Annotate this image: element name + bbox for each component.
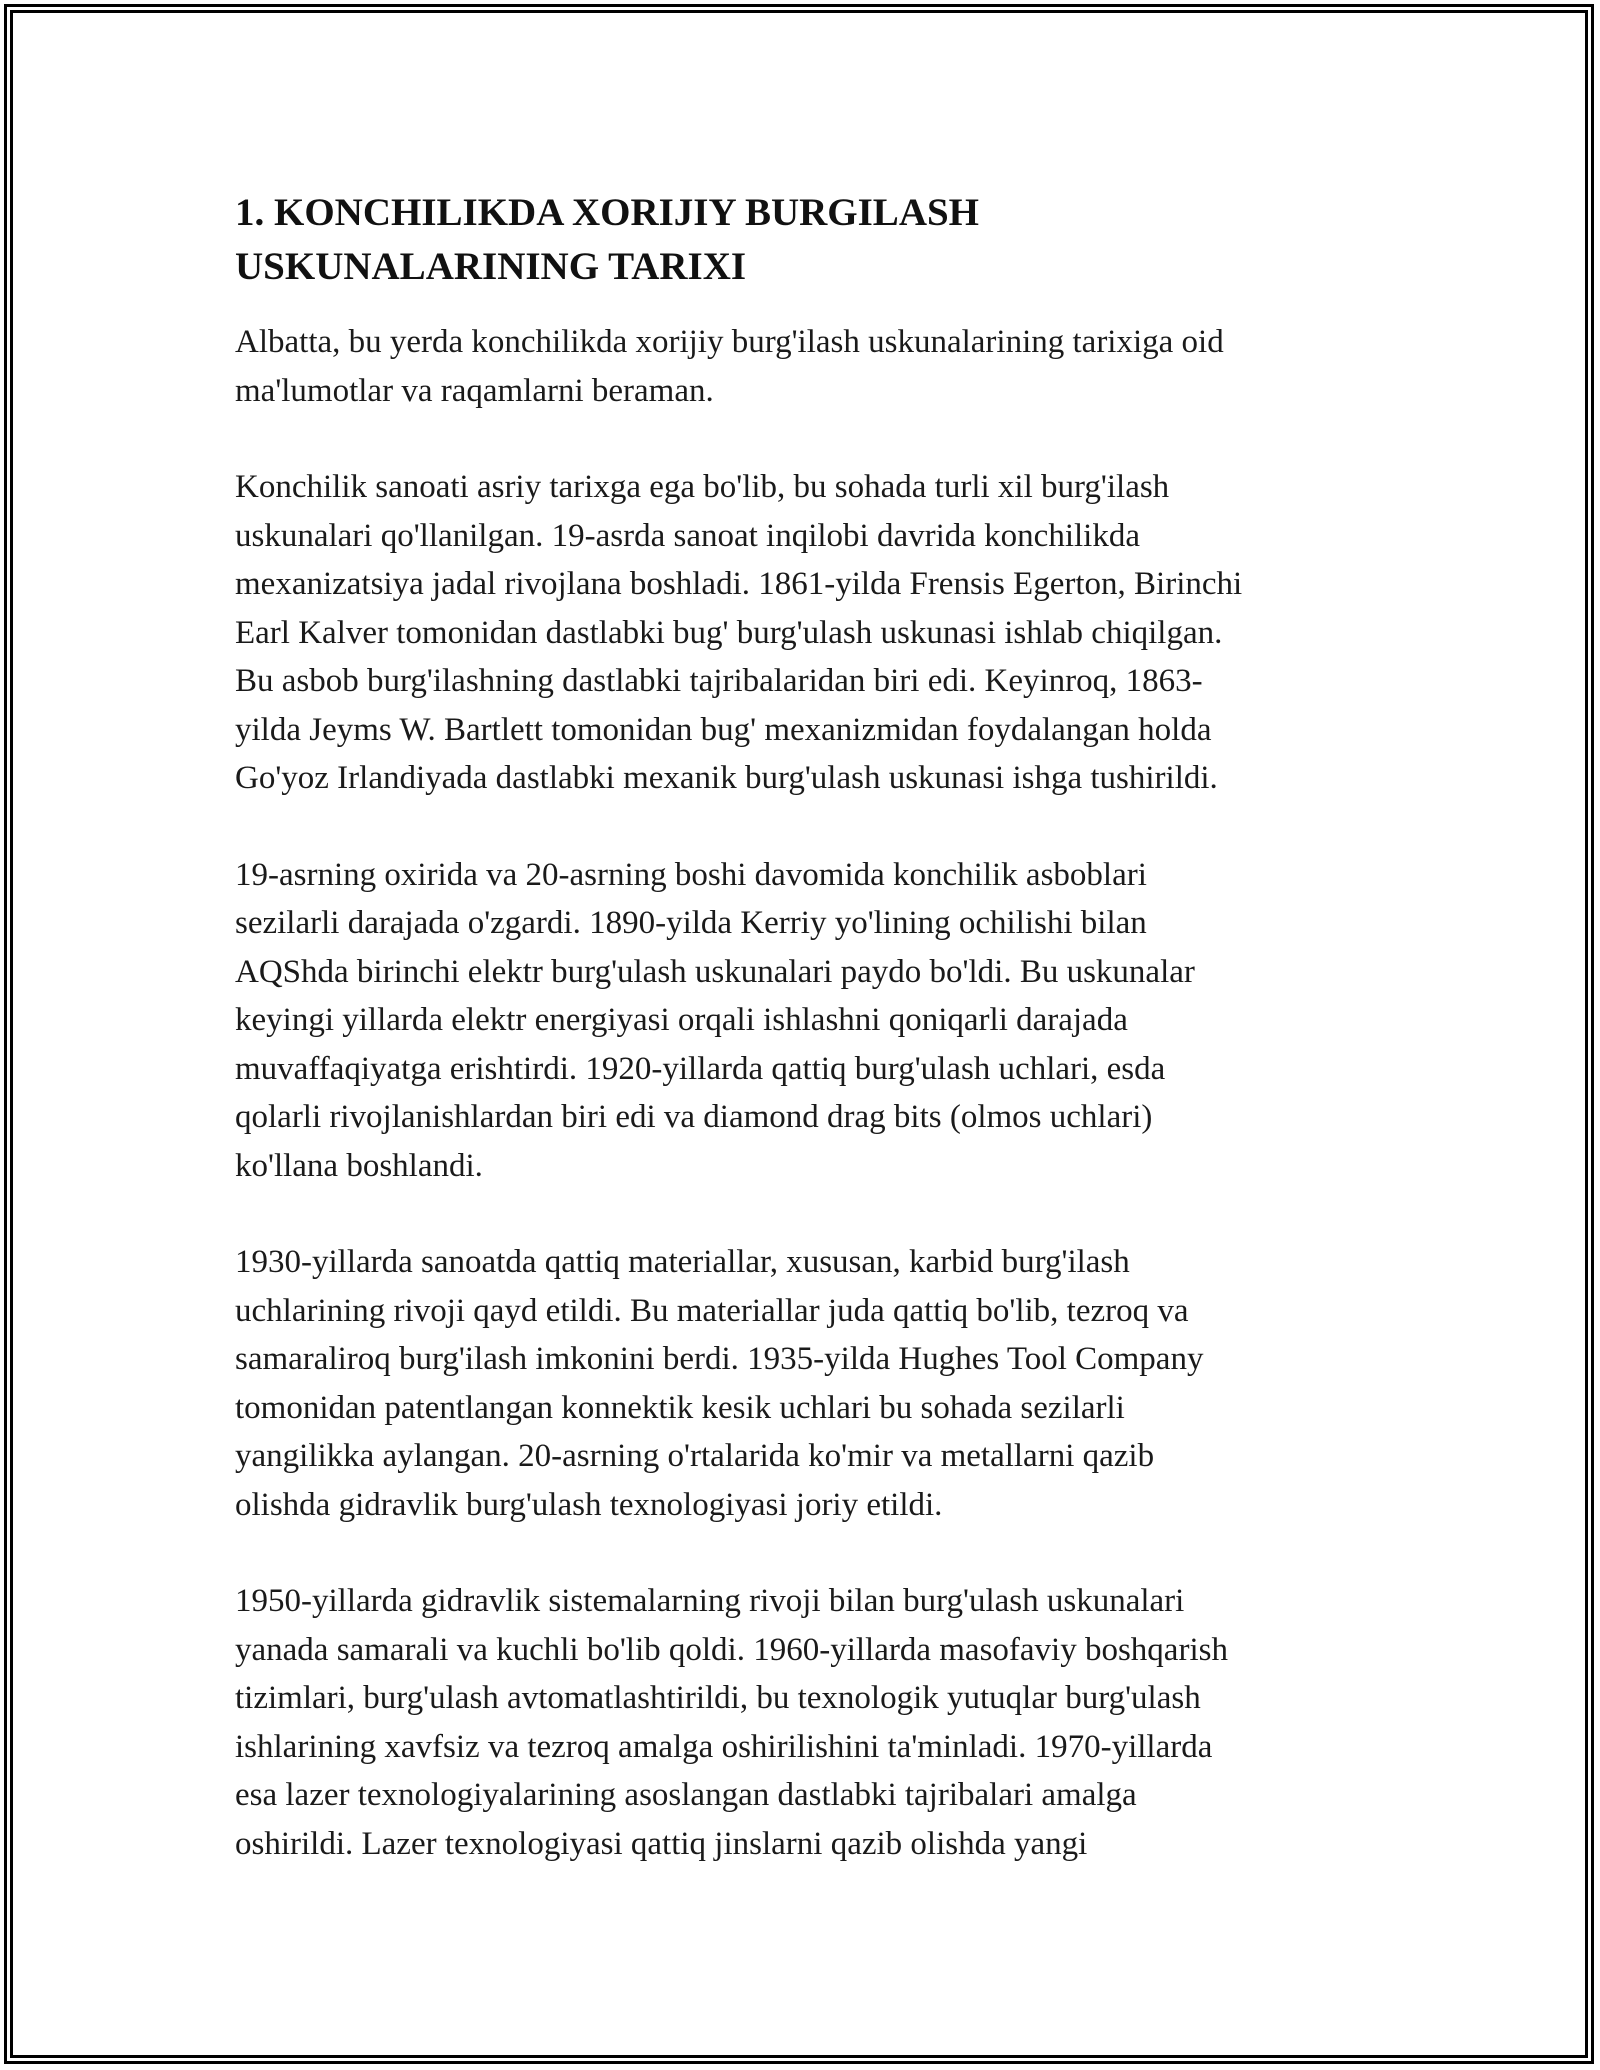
document-title: 1. KONCHILIKDA XORIJIY BURGILASH USKUNALARINING TARIXI bbox=[235, 191, 980, 288]
paragraph-early-20th-century: 19-asrning oxirida va 20-asrning boshi davomida konchilik asboblari sezilarli darajada o'zgardi. 1890-yilda Kerriy yo'lining ochilishi bilan AQShda birinchi elektr burg'ulash uskunalari paydo bo'ldi. Bu uskunalar keyingi yillarda elektr energiyasi orqali ishlashni qoniqarli darajada muvaffaqiyatga erishtirdi. 1920-yillarda qattiq burg'ulash uchlari, esda qolarli rivojlanishlardan biri edi va diamond drag bits (olmos uchlari) ko'llana boshlandi. bbox=[235, 856, 1195, 1184]
document-body bbox=[235, 186, 1365, 1916]
paragraph-1930s: 1930-yillarda sanoatda qattiq materiallar, xususan, karbid burg'ilash uchlarining rivoji qayd etildi. Bu materiallar juda qattiq bo'lib, tezroq va samaraliroq burg'ilash imkonini berdi. 1935-yilda Hughes Tool Company tomonidan patentlangan konnektik kesik uchlari bu sohada sezilarli yangilikka aylangan. 20-asrning o'rtalarida ko'mir va metallarni qazib olishda gidravlik burg'ulash texnologiyasi joriy etildi. bbox=[235, 1244, 1204, 1523]
paragraph-1950s: 1950-yillarda gidravlik sistemalarning rivoji bilan burg'ulash uskunalari yanada samarali va kuchli bo'lib qoldi. 1960-yillarda masofaviy boshqarish tizimlari, burg'ulash avtomatlashtirildi, bu texnologik yutuqlar burg'ulash ishlarining xavfsiz va tezroq amalga oshirilishini ta'minladi. 1970-yillarda esa lazer texnologiyalarining asoslangan dastlabki tajribalari amalga oshirildi. Lazer texnologiyasi qattiq jinslarni qazib olishda yangi bbox=[235, 1583, 1228, 1862]
paragraph-intro: Albatta, bu yerda konchilikda xorijiy burg'ilash uskunalarining tarixiga oid ma'lumotlar va raqamlarni beraman. bbox=[235, 324, 1224, 409]
paragraph-19th-century: Konchilik sanoati asriy tarixga ega bo'lib, bu sohada turli xil burg'ilash uskunalari qo'llanilgan. 19-asrda sanoat inqilobi davrida konchilikda mexanizatsiya jadal rivojlana boshladi. 1861-yilda Frensis Egerton, Birinchi Earl Kalver tomonidan dastlabki bug' burg'ulash uskunasi ishlab chiqilgan. Bu asbob burg'ilashning dastlabki tajribalaridan biri edi. Keyinroq, 1863- yilda Jeyms W. Bartlett tomonidan bug' mexanizmidan foydalangan holda Go'yoz Irlandiyada dastlabki mexanik burg'ulash uskunasi ishga tushirildi. bbox=[235, 469, 1243, 796]
